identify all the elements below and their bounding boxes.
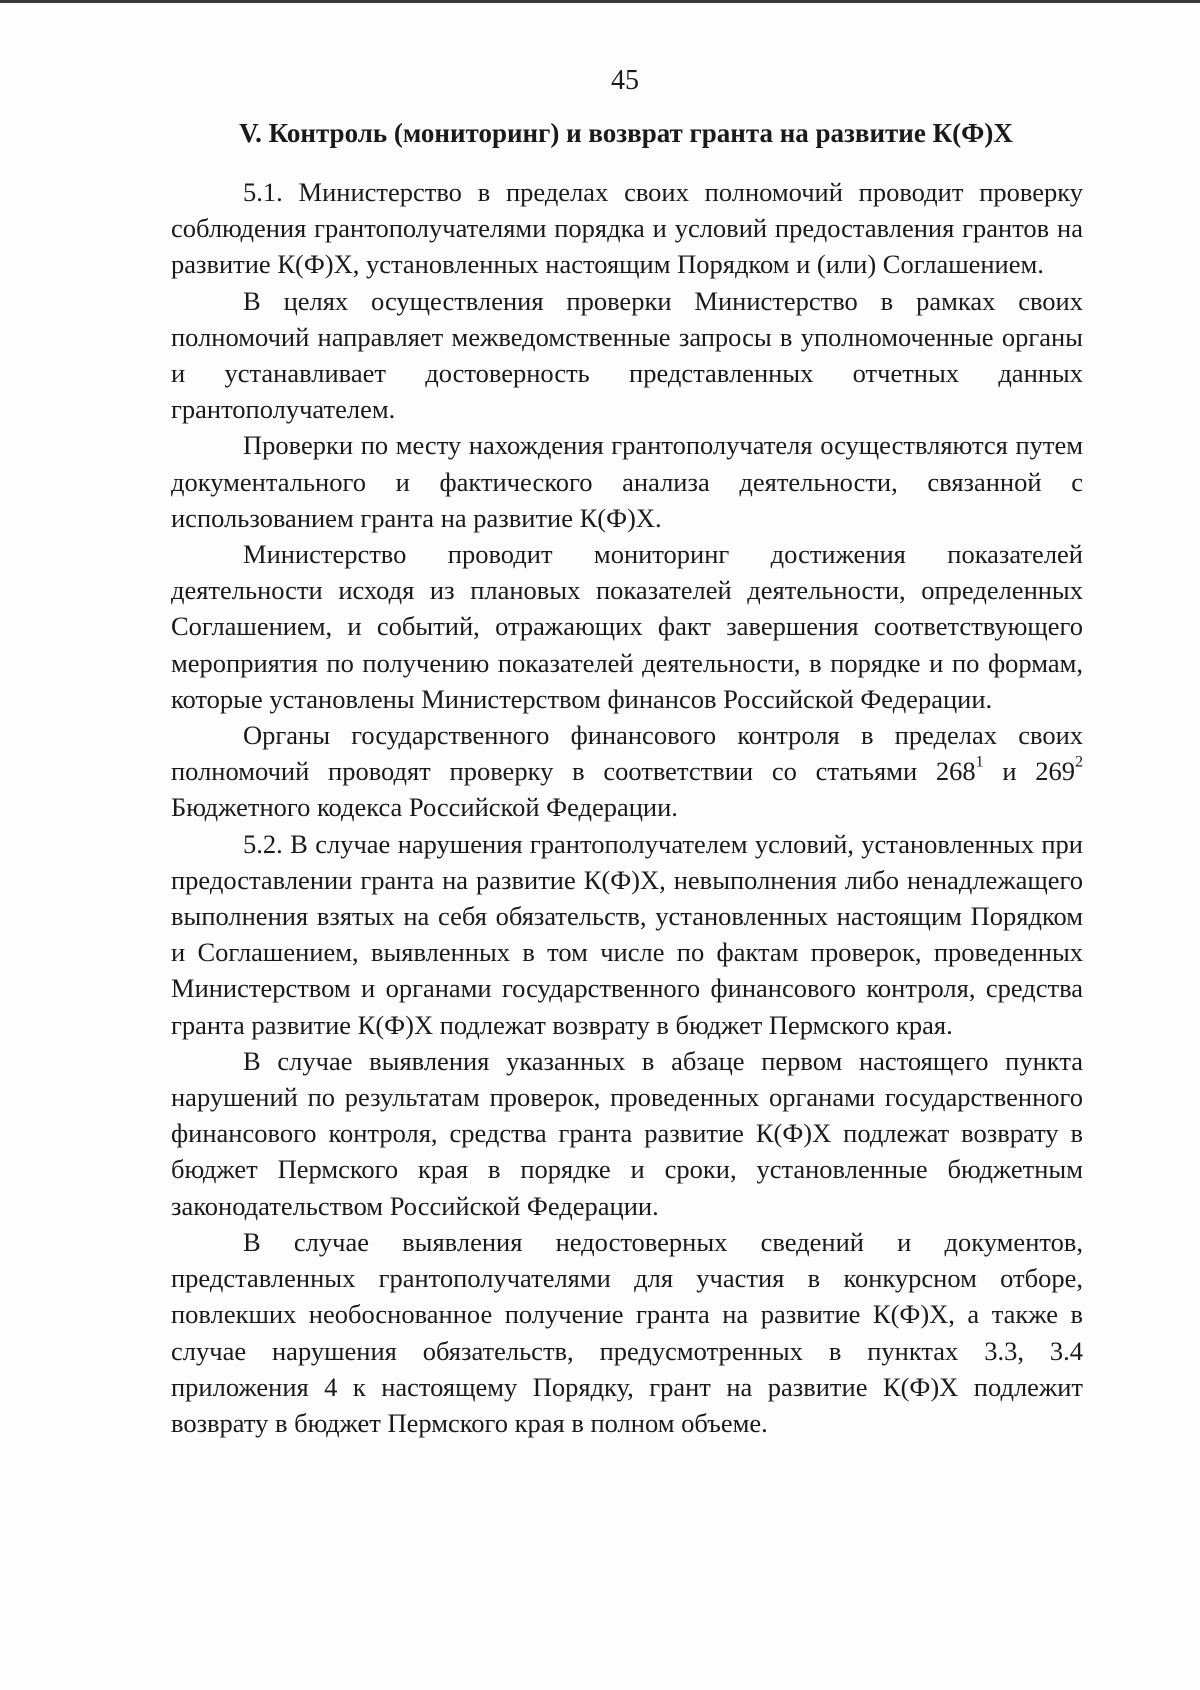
section-heading: V. Контроль (мониторинг) и возврат гранта на развитие К(Ф)Х bbox=[239, 118, 1013, 148]
paragraph-monitoring: Министерство проводит мониторинг достижения показателей деятельности исходя из плановых показателей деятельности, определенных Соглашением, и событий, отражающих факт завершения соответствующего мероприятия по получению показателей деятельности, в порядке и по формам, которые установлены Министерством финансов Российской Федерации. bbox=[171, 539, 1083, 714]
scan-top-edge bbox=[0, 0, 1200, 3]
paragraph-5-2: 5.2. В случае нарушения грантополучателем условий, установленных при предоставлении гранта на развитие К(Ф)Х, невыполнения либо ненадлежащего выполнения взятых на себя обязательств, установленных настоящим Порядком и Соглашением, выявленных в том числе по фактам проверок, проведенных Министерством и органами государственного финансового контроля, средства гранта развитие К(Ф)Х подлежат возврату в бюджет Пермского края. bbox=[171, 828, 1083, 1040]
paragraph-financial-control bbox=[171, 717, 1083, 826]
paragraph-violations-return: В случае выявления указанных в абзаце первом настоящего пункта нарушений по результатам проверок, проведенных органами государственного финансового контроля, средства гранта развитие К(Ф)Х подлежат возврату в бюджет Пермского края в порядке и сроки, установленные бюджетным законодательством Российской Федерации. bbox=[171, 1045, 1083, 1221]
paragraph-verification-purpose: В целях осуществления проверки Министерство в рамках своих полномочий направляет межведомственные запросы в уполномоченные органы и устанавливает достоверность представленных отчетных данных грантополучателем. bbox=[171, 285, 1083, 425]
page-number: 45 bbox=[611, 65, 639, 96]
paragraph-on-site-checks: Проверки по месту нахождения грантополучателя осуществляются путем документального и фактического анализа деятельности, связанной с использованием гранта на развитие К(Ф)Х. bbox=[171, 430, 1083, 533]
paragraph-5-1: 5.1. Министерство в пределах своих полномочий проводит проверку соблюдения грантополучателями порядка и условий предоставления грантов на развитие К(Ф)Х, установленных настоящим Порядком и (или) Соглашением. bbox=[171, 177, 1083, 280]
paragraph-full-return: В случае выявления недостоверных сведений и документов, представленных грантополучателями для участия в конкурсном отборе, повлекших необоснованное получение гранта на развитие К(Ф)Х, а также в случае нарушения обязательств, предусмотренных в пунктах 3.3, 3.4 приложения 4 к настоящему Порядку, грант на развитие К(Ф)Х подлежит возврату в бюджет Пермского края в полном объеме. bbox=[171, 1226, 1083, 1438]
financial-control-text-middle: и 269 bbox=[983, 756, 1076, 787]
financial-control-text-end: Бюджетного кодекса Российской Федерации. bbox=[171, 792, 678, 823]
body-text bbox=[171, 174, 1083, 1441]
financial-control-text-start: Органы государственного финансового контроля в пределах своих полномочий проводят проверку в соответствии со статьями 268 bbox=[171, 720, 1083, 787]
footnote-superscript-1: 1 bbox=[975, 753, 984, 771]
footnote-superscript-2: 2 bbox=[1075, 753, 1084, 771]
